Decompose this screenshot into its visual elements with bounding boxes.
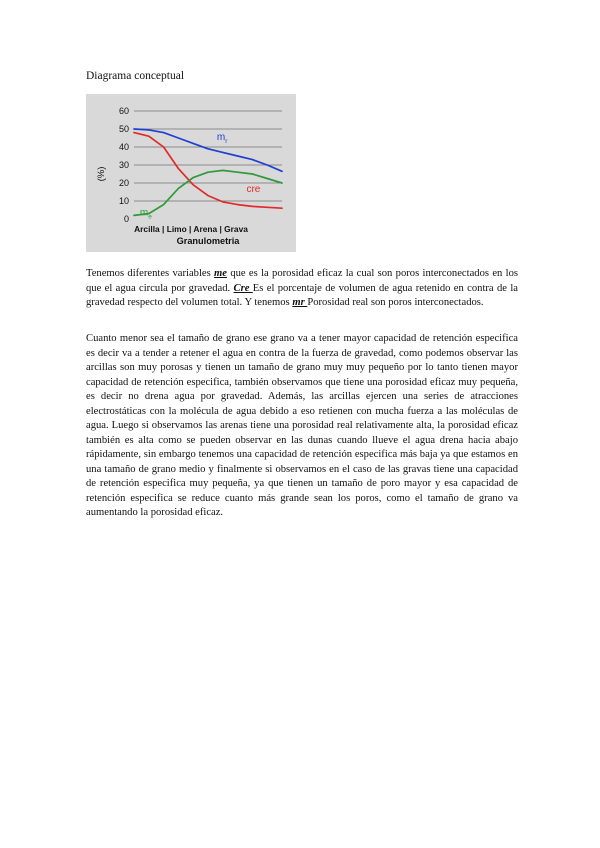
- series-label-mr: $m_r$: [216, 131, 228, 145]
- page-title: Diagrama conceptual: [86, 70, 185, 82]
- y-tick-label: 30: [118, 160, 129, 171]
- y-tick-label: 10: [118, 196, 129, 207]
- chart-series: [134, 129, 282, 215]
- y-tick-label: 20: [118, 178, 129, 189]
- x-axis-label: Granulometria: [176, 236, 240, 246]
- chart-svg: [86, 94, 296, 252]
- paragraph-text: que es la porosidad eficaz la cual son poros interconectados en los que el agua circula por gravedad.: [86, 268, 518, 294]
- keyword-cre: Cre: [233, 282, 253, 294]
- series-label-cre: cre: [246, 184, 261, 195]
- keyword-mr: mr: [292, 297, 308, 308]
- y-axis-label: (%): [96, 166, 107, 182]
- series-line-cre: [134, 133, 282, 209]
- paragraph-explanation: Cuanto menor sea el tamaño de grano ese grano va a tener mayor capacidad de retención especifica es decir va a tender a retener el agua en contra de la fuerza de gravedad, como podemos observar las arcillas son muy porosas y tienen un tamaño de grano muy muy pequeño por lo tanto tienen mayor capacidad de retención especifica, también observamos que tiene una porosidad eficaz muy pequeña, es decir no drena agua por gravedad. Además, las arcillas ejercen una series de atracciones electrostáticas con la molécula de agua debido a eso retienen con mucha fuerza a las moléculas de agua. Luego si observamos las arenas tiene una porosidad real relativamente alta, la porosidad eficaz también es alta como se pueden observar en las dunas cuando llueve el agua drena hacia abajo rápidamente, sin embargo tenemos una capacidad de retención especifica más baja ya que estamos en una tamaño de grano medio y finalmente si observamos en el caso de las gravas tiene una capacidad de retención especifica muy pequeña, ya que tienen un tamaño de poro mayor y esa capacidad de retención especifica se reduce cuanto más grande sean los poros, como el tamaño de grano va aumentando la porosidad eficaz.: [86, 333, 518, 518]
- y-axis-ticks: [119, 106, 129, 224]
- series-label-me: $m_e$: [139, 207, 152, 221]
- paragraph-variables: [86, 267, 518, 311]
- keyword-me: me: [214, 268, 227, 279]
- granulometry-chart: [86, 94, 296, 252]
- y-tick-label: 50: [118, 124, 129, 135]
- y-tick-label: 60: [118, 106, 129, 117]
- paragraph-text: Porosidad real son poros interconectados.: [307, 297, 484, 308]
- paragraph-text: Tenemos diferentes variables: [86, 268, 215, 279]
- y-tick-label: 0: [123, 214, 129, 225]
- y-tick-label: 40: [118, 142, 129, 153]
- x-category-labels: Arcilla | Limo | Arena | Grava: [134, 224, 248, 234]
- paragraph-text: Es el porcentaje de volumen de agua retenido en contra de la gravedad respecto del volumen total. Y tenemos: [86, 282, 518, 308]
